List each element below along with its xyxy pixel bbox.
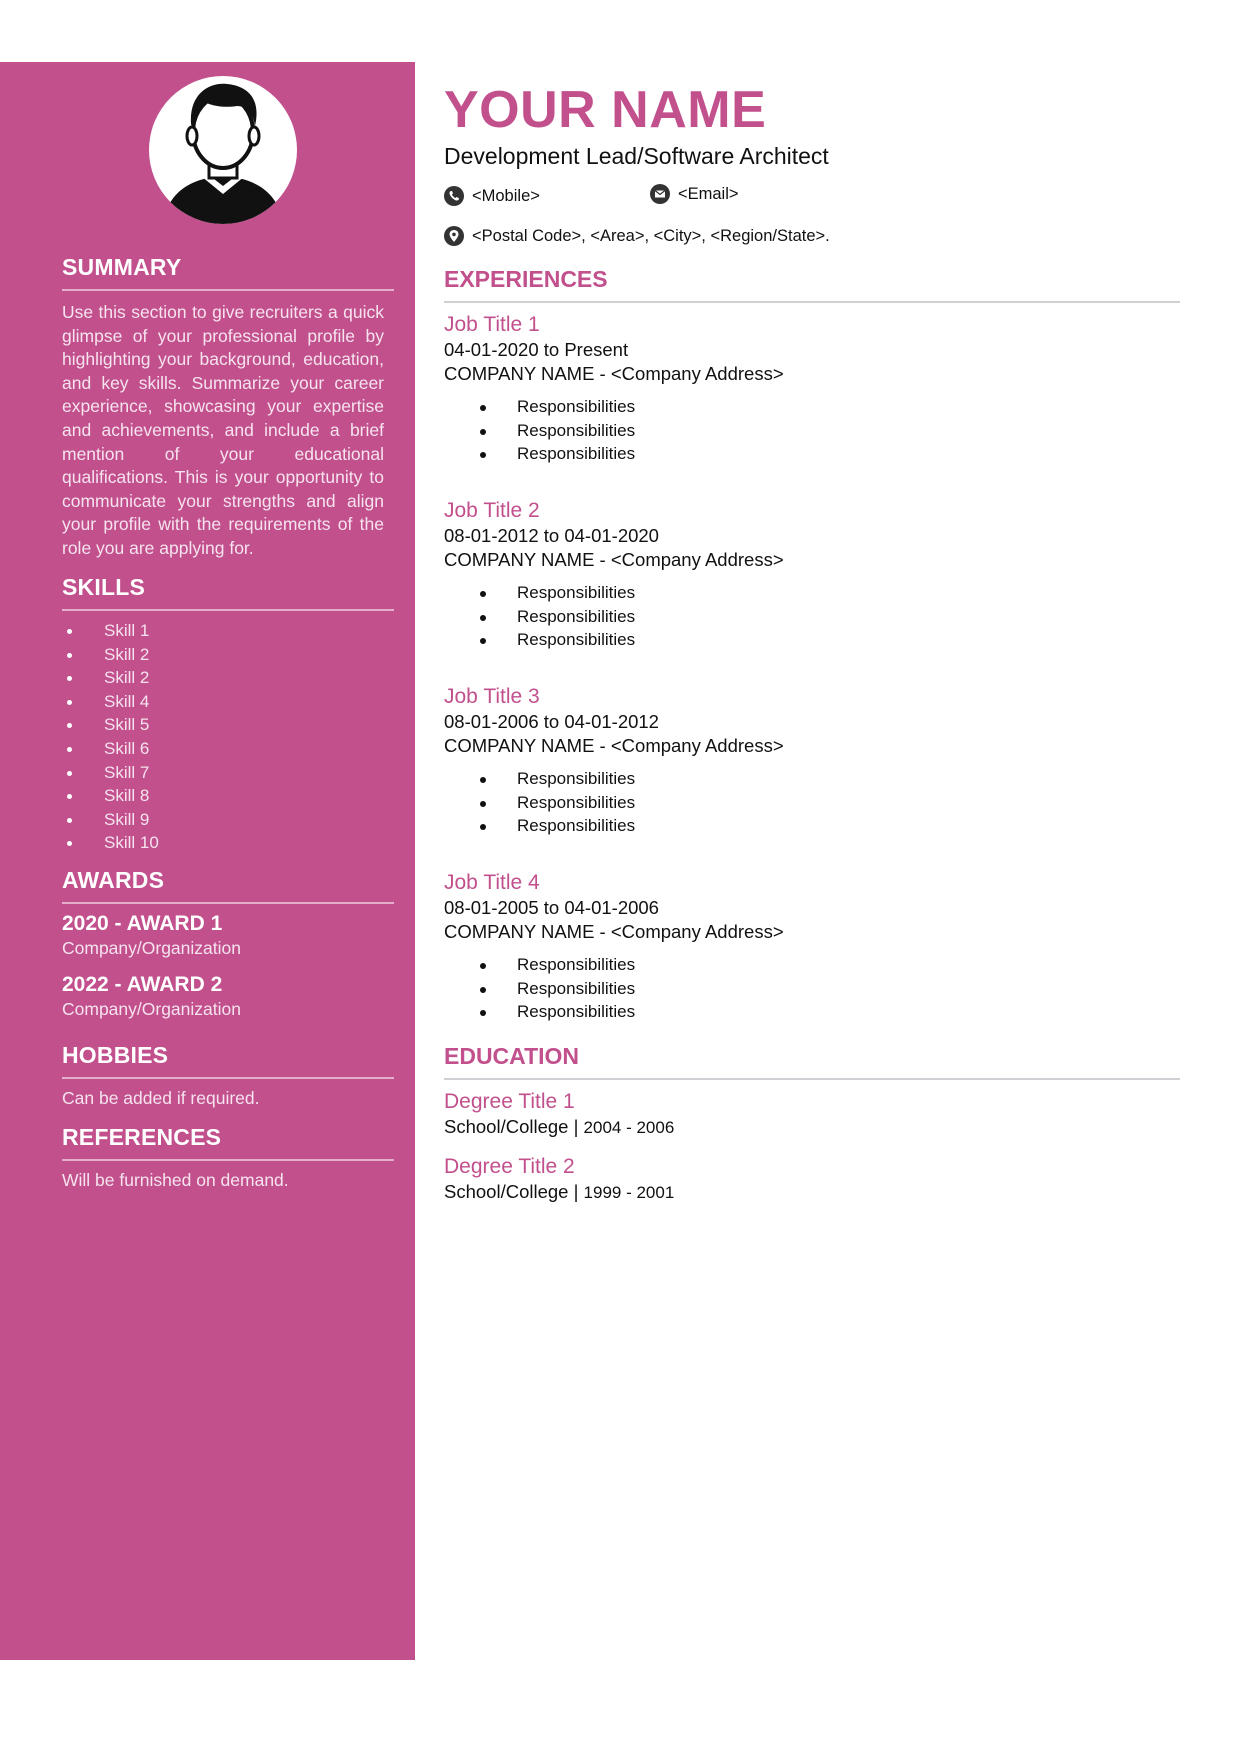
skill-label: Skill 10 <box>104 833 159 853</box>
responsibility-text: Responsibilities <box>517 816 636 835</box>
skill-label: Skill 5 <box>104 715 150 735</box>
responsibilities-list <box>444 767 1144 838</box>
awards-heading: AWARDS <box>62 867 394 904</box>
contact-address <box>444 226 830 246</box>
list-item <box>444 442 1144 466</box>
references-heading: REFERENCES <box>62 1124 394 1161</box>
job-entry <box>444 313 1144 466</box>
school-name: School/College | <box>444 1181 584 1202</box>
responsibility-text: Responsibilities <box>517 606 636 626</box>
bullet-icon <box>480 638 486 644</box>
email-icon <box>650 184 670 204</box>
responsibility-text: Responsibilities <box>517 444 636 463</box>
skill-label: Skill 7 <box>104 762 150 782</box>
mobile-text: <Mobile> <box>472 186 540 205</box>
skill-item <box>62 831 394 855</box>
degree-detail <box>444 1116 1144 1138</box>
job-entry <box>444 685 1144 838</box>
bullet-icon <box>480 801 486 807</box>
education-entry <box>444 1090 1144 1138</box>
skill-label: Skill 2 <box>104 668 150 688</box>
candidate-role: Development Lead/Software Architect <box>444 143 829 169</box>
bullet-icon <box>67 747 72 752</box>
responsibility-text: Responsibilities <box>517 1002 636 1021</box>
responsibility-text: Responsibilities <box>517 420 636 440</box>
skill-item <box>62 690 394 714</box>
skills-section <box>62 574 394 855</box>
award-title: 2020 - AWARD 1 <box>62 912 223 935</box>
skill-label: Skill 8 <box>104 786 150 806</box>
list-item <box>444 953 1144 977</box>
address-text: <Postal Code>, <Area>, <City>, <Region/State>. <box>472 226 830 245</box>
location-pin-icon <box>444 226 464 246</box>
skills-heading: SKILLS <box>62 574 394 611</box>
awards-section <box>62 867 394 1020</box>
job-entry <box>444 871 1144 1024</box>
skill-label: Skill 9 <box>104 809 150 829</box>
sidebar <box>0 62 415 1660</box>
bullet-icon <box>480 405 486 411</box>
list-item <box>444 977 1144 1001</box>
responsibility-text: Responsibilities <box>517 630 636 649</box>
summary-heading: SUMMARY <box>62 254 394 291</box>
skill-item <box>62 643 394 667</box>
degree-title: Degree Title 1 <box>444 1090 575 1113</box>
job-title: Job Title 3 <box>444 685 540 708</box>
skill-label: Skill 1 <box>104 621 150 640</box>
hobbies-text: Can be added if required. <box>62 1088 260 1108</box>
job-dates: 08-01-2006 to 04-01-2012 <box>444 711 659 732</box>
candidate-name: YOUR NAME <box>444 81 767 139</box>
responsibilities-list <box>444 953 1144 1024</box>
job-title: Job Title 1 <box>444 313 540 336</box>
bullet-icon <box>67 723 72 728</box>
bullet-icon <box>67 841 72 846</box>
job-title: Job Title 4 <box>444 871 540 894</box>
degree-title: Degree Title 2 <box>444 1155 575 1178</box>
profile-avatar <box>149 76 297 224</box>
list-item <box>444 767 1144 791</box>
bullet-icon <box>480 963 486 969</box>
degree-years: 1999 - 2001 <box>583 1183 675 1202</box>
responsibility-text: Responsibilities <box>517 792 636 812</box>
list-item <box>444 791 1144 815</box>
bullet-icon <box>480 987 486 993</box>
bullet-icon <box>67 794 72 799</box>
degree-years: 2004 - 2006 <box>583 1118 675 1137</box>
skill-item <box>62 761 394 785</box>
bullet-icon <box>67 818 72 823</box>
contact-mobile <box>444 186 540 206</box>
skill-item <box>62 784 394 808</box>
list-item <box>444 605 1144 629</box>
responsibility-text: Responsibilities <box>517 978 636 998</box>
skill-label: Skill 4 <box>104 691 150 711</box>
job-company: COMPANY NAME - <Company Address> <box>444 921 784 942</box>
bullet-icon <box>480 452 486 458</box>
list-item <box>444 1000 1144 1024</box>
job-dates: 08-01-2005 to 04-01-2006 <box>444 897 659 918</box>
list-item <box>444 814 1144 838</box>
skill-label: Skill 6 <box>104 738 150 758</box>
summary-text: Use this section to give recruiters a quick glimpse of your professional profile by highlighting your background, education, and key skills. Summarize your career experience, showcasing your expertise and achievements, and include a brief mention of your educational qualifications. This is your opportunity to communicate your strengths and align your profile with the requirements of the role you are applying for. <box>62 302 384 558</box>
list-item <box>444 581 1144 605</box>
bullet-icon <box>480 777 486 783</box>
list-item <box>444 419 1144 443</box>
responsibilities-list <box>444 395 1144 466</box>
bullet-icon <box>67 629 72 634</box>
contact-email <box>650 184 739 204</box>
skill-label: Skill 2 <box>104 644 150 664</box>
education-heading: EDUCATION <box>444 1043 1180 1080</box>
bullet-icon <box>67 771 72 776</box>
skill-item <box>62 713 394 737</box>
bullet-icon <box>480 591 486 597</box>
skill-item <box>62 619 394 643</box>
job-company: COMPANY NAME - <Company Address> <box>444 363 784 384</box>
skill-item <box>62 808 394 832</box>
hobbies-section <box>62 1042 394 1109</box>
bullet-icon <box>67 653 72 658</box>
email-text: <Email> <box>678 184 739 203</box>
education-entry <box>444 1155 1144 1203</box>
job-dates: 08-01-2012 to 04-01-2020 <box>444 525 659 546</box>
skill-item <box>62 666 394 690</box>
summary-section <box>62 254 394 561</box>
job-title: Job Title 2 <box>444 499 540 522</box>
references-text: Will be furnished on demand. <box>62 1170 289 1190</box>
list-item <box>444 628 1144 652</box>
job-entry <box>444 499 1144 652</box>
responsibility-text: Responsibilities <box>517 955 636 974</box>
bullet-icon <box>480 1010 486 1016</box>
references-section <box>62 1124 394 1191</box>
responsibilities-list <box>444 581 1144 652</box>
hobbies-heading: HOBBIES <box>62 1042 394 1079</box>
award-item <box>62 912 394 959</box>
list-item <box>444 395 1144 419</box>
bullet-icon <box>480 615 486 621</box>
job-company: COMPANY NAME - <Company Address> <box>444 549 784 570</box>
award-item <box>62 973 394 1020</box>
responsibility-text: Responsibilities <box>517 583 636 602</box>
award-title: 2022 - AWARD 2 <box>62 973 223 996</box>
skill-item <box>62 737 394 761</box>
degree-detail <box>444 1181 1144 1203</box>
bullet-icon <box>67 676 72 681</box>
job-dates: 04-01-2020 to Present <box>444 339 629 360</box>
award-org: Company/Organization <box>62 999 241 1019</box>
skills-list <box>62 619 394 855</box>
bullet-icon <box>480 429 486 435</box>
person-icon <box>149 76 297 224</box>
job-company: COMPANY NAME - <Company Address> <box>444 735 784 756</box>
award-org: Company/Organization <box>62 938 241 958</box>
bullet-icon <box>67 700 72 705</box>
school-name: School/College | <box>444 1116 584 1137</box>
phone-icon <box>444 186 464 206</box>
bullet-icon <box>480 824 486 830</box>
responsibility-text: Responsibilities <box>517 769 636 788</box>
responsibility-text: Responsibilities <box>517 397 636 416</box>
experiences-heading: EXPERIENCES <box>444 266 1180 303</box>
